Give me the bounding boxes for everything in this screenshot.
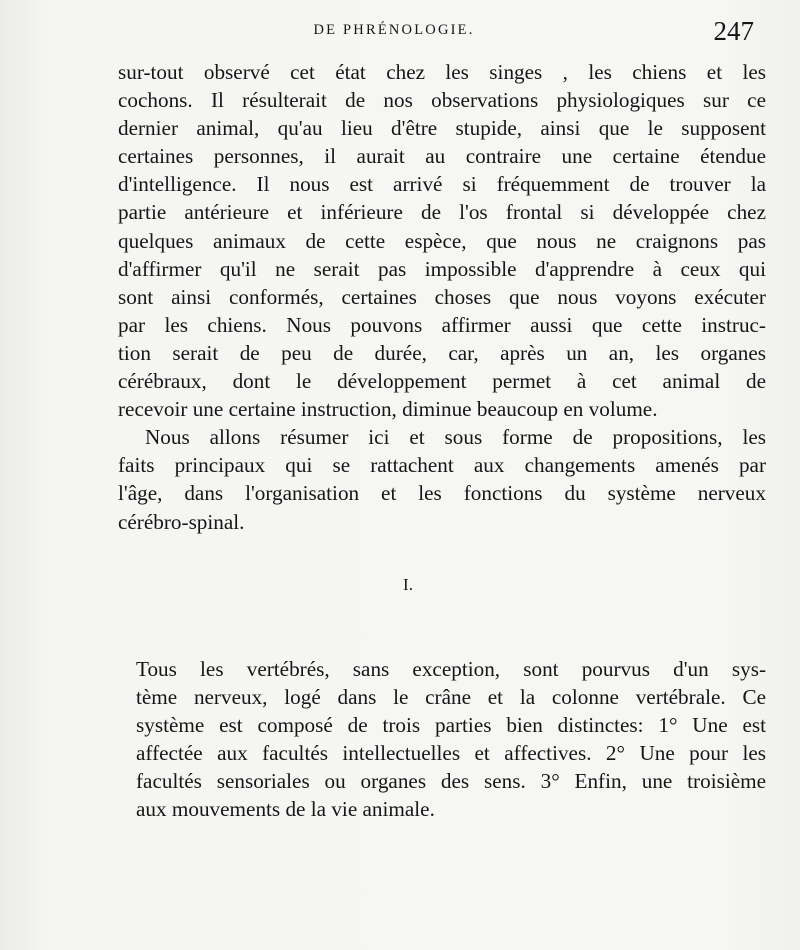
text-line: sont ainsi conformés, certaines choses que nous voyons exécuter — [118, 284, 766, 309]
text-line: faits principaux qui se rattachent aux changements amenés par — [118, 453, 766, 478]
text-line: tion serait de peu de durée, car, après un an, les organes — [118, 340, 766, 365]
page-number: 247 — [713, 16, 754, 46]
running-header: DE PHRÉNOLOGIE. — [313, 22, 475, 38]
section-number: I. — [403, 575, 413, 594]
main-text-block — [118, 58, 766, 536]
text-line: recevoir une certaine instruction, diminue beaucoup en volume. — [118, 397, 658, 422]
text-line: système est composé de trois parties bien distinctes: 1° Une est — [136, 713, 766, 738]
text-line: dernier animal, qu'au lieu d'être stupide, ainsi que le supposent — [118, 116, 766, 141]
text-line: d'intelligence. Il nous est arrivé si fréquemment de trouver la — [118, 172, 766, 197]
text-line: cérébraux, dont le développement permet à cet animal de — [118, 369, 766, 394]
text-line: affectée aux facultés intellectuelles et affectives. 2° Une pour les — [136, 741, 766, 766]
text-line: par les chiens. Nous pouvons affirmer aussi que cette instruc- — [118, 312, 766, 337]
text-line: l'âge, dans l'organisation et les fonctions du système nerveux — [118, 481, 766, 506]
text-line: certaines personnes, il aurait au contraire une certaine étendue — [118, 144, 766, 169]
text-line: aux mouvements de la vie animale. — [136, 797, 435, 822]
text-line: Nous allons résumer ici et sous forme de propositions, les — [145, 425, 766, 450]
text-line: sur-tout observé cet état chez les singes , les chiens et les — [118, 60, 766, 84]
text-line: cochons. Il résulterait de nos observations physiologiques sur ce — [118, 88, 766, 113]
text-line: tème nerveux, logé dans le crâne et la colonne vertébrale. Ce — [136, 685, 766, 710]
text-line: partie antérieure et inférieure de l'os frontal si développée chez — [118, 200, 766, 225]
text-line: facultés sensoriales ou organes des sens. 3° Enfin, une troisième — [136, 769, 766, 794]
text-line: quelques animaux de cette espèce, que nous ne craignons pas — [118, 228, 766, 253]
proposition-text-block — [136, 655, 766, 824]
text-line: Tous les vertébrés, sans exception, sont pourvus d'un sys- — [136, 657, 766, 681]
text-line: d'affirmer qu'il ne serait pas impossible d'apprendre à ceux qui — [118, 256, 766, 281]
text-line: cérébro-spinal. — [118, 509, 245, 534]
